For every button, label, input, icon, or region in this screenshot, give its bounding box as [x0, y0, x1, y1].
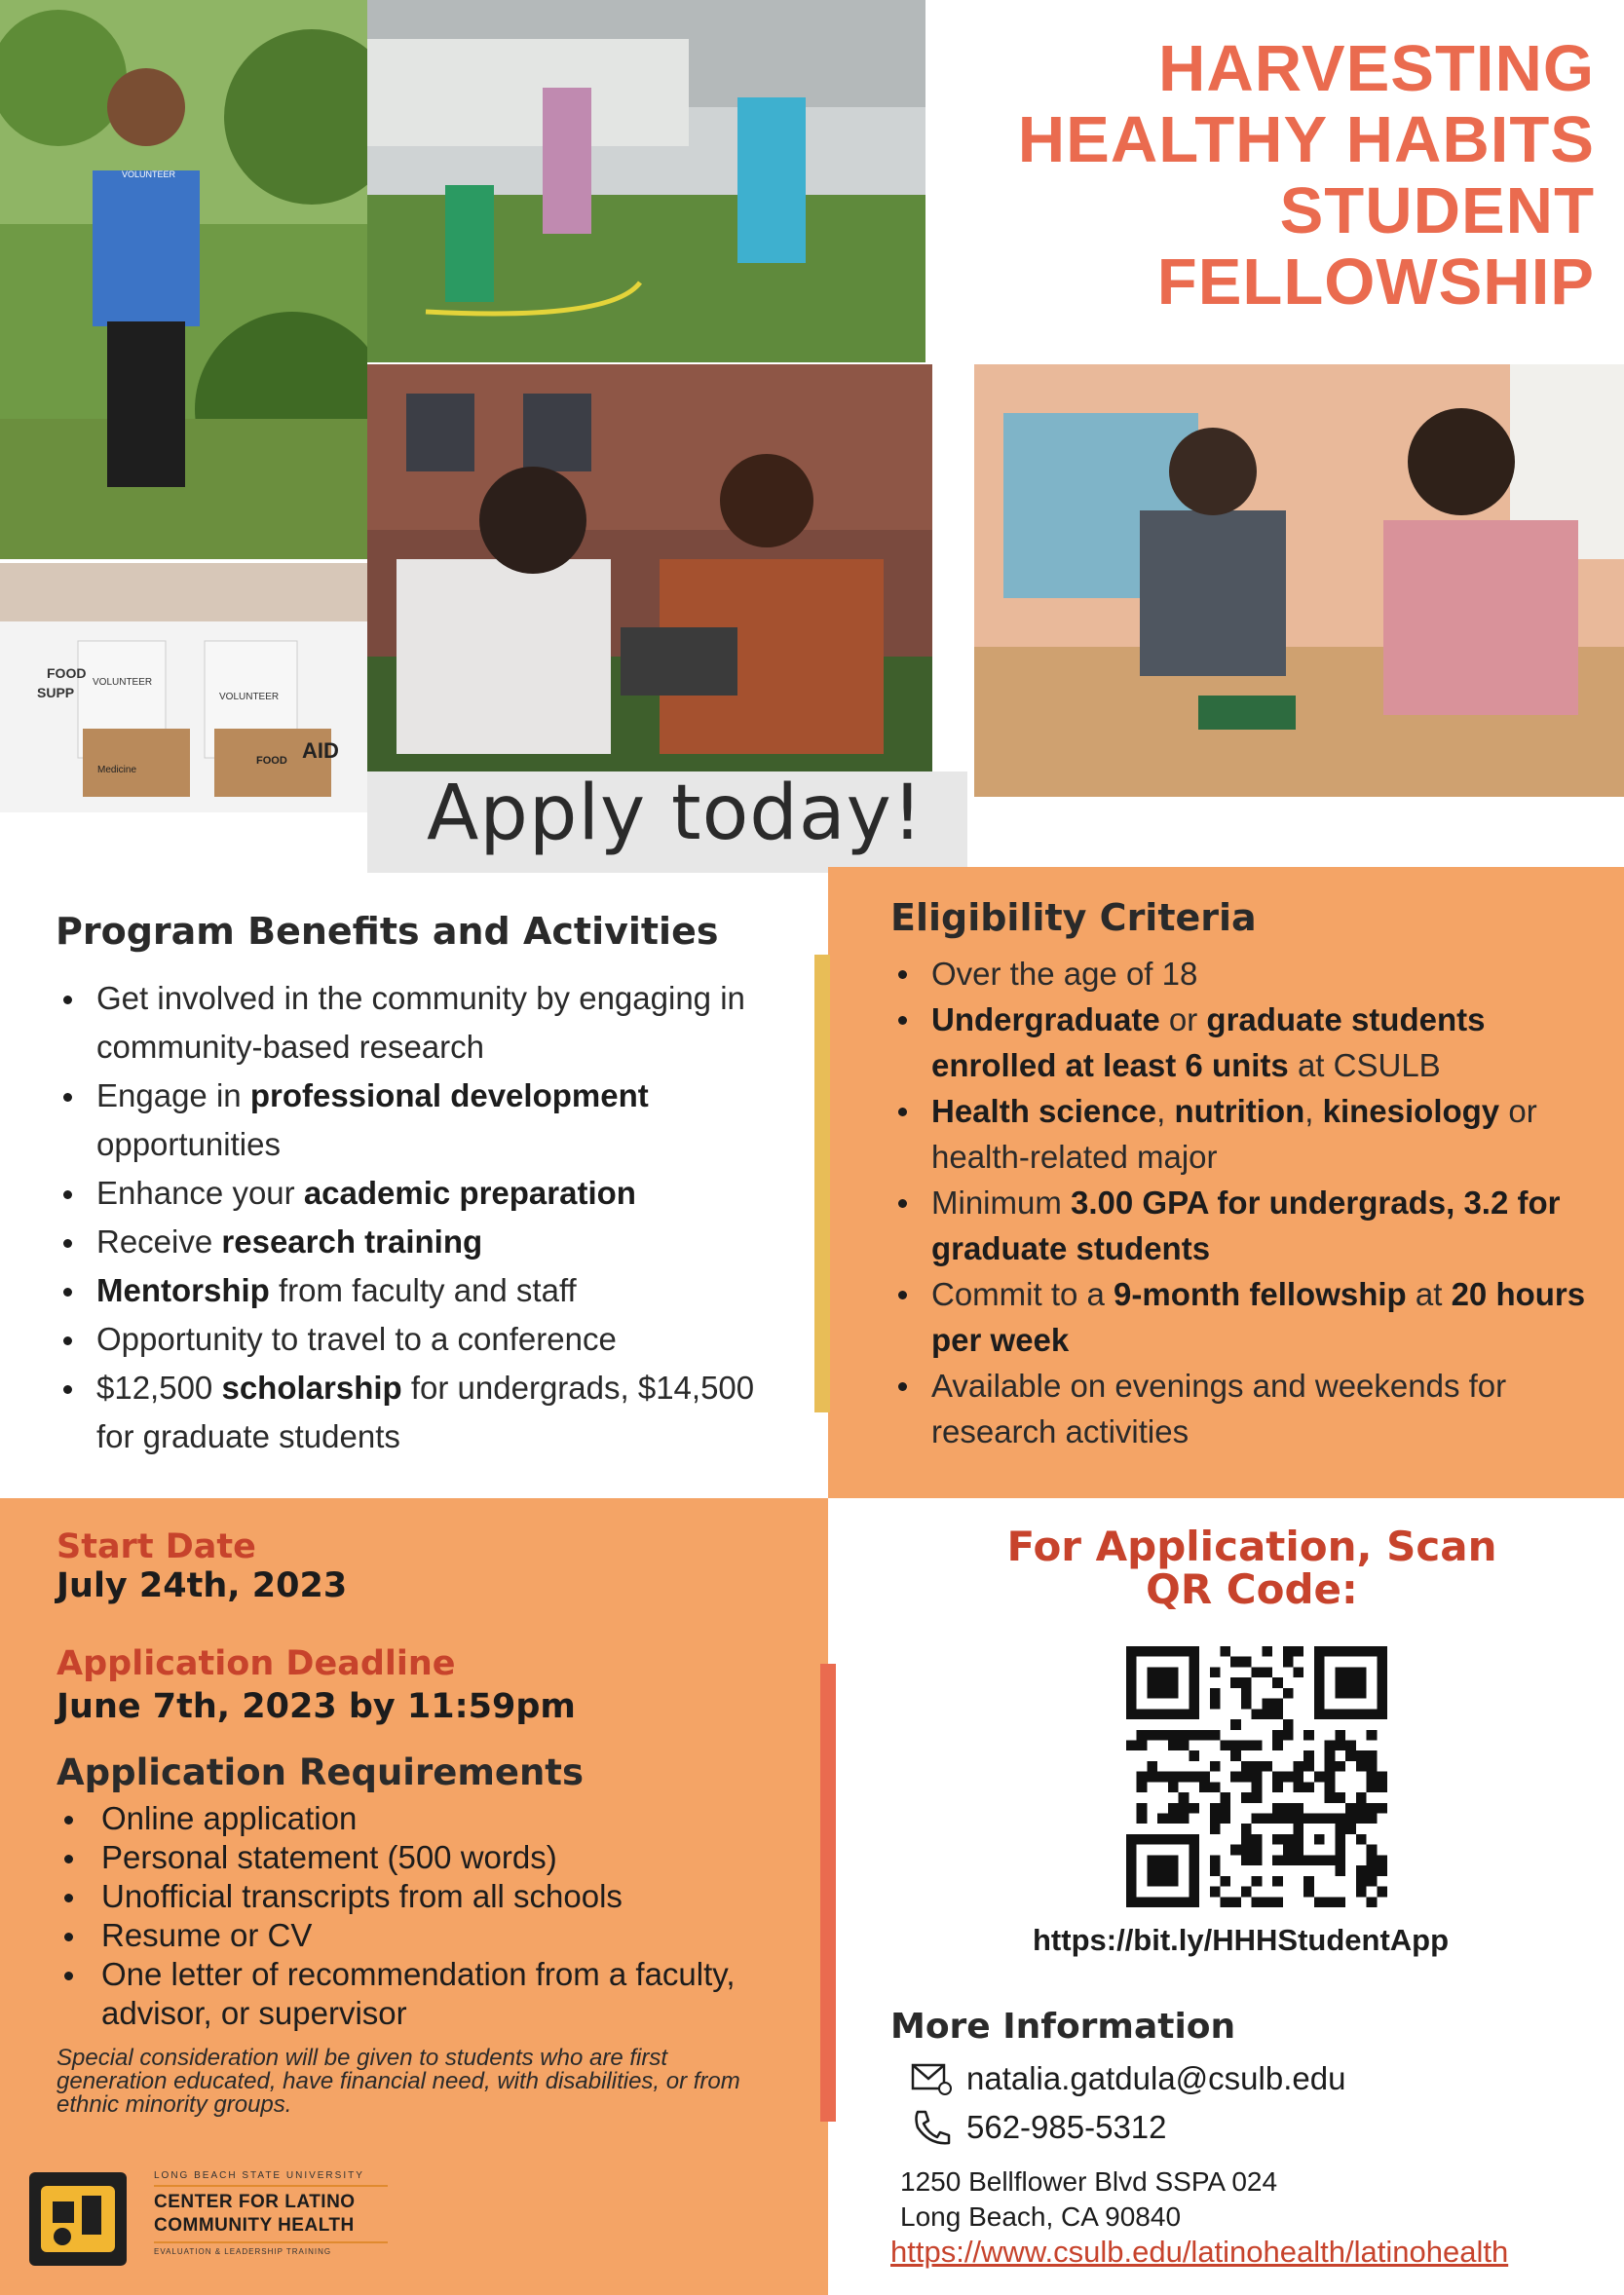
page-title	[913, 33, 1595, 318]
email-contact[interactable]	[910, 2059, 1345, 2098]
phone-text[interactable]: 562-985-5312	[966, 2109, 1167, 2145]
more-info-heading: More Information	[890, 2007, 1236, 2047]
eligibility-section	[890, 896, 1592, 1454]
center-logo-text	[154, 2170, 388, 2256]
photo-van-text-1: FOOD	[47, 665, 87, 681]
photo-students-studying	[367, 364, 932, 771]
phone-contact[interactable]	[910, 2108, 1167, 2147]
benefits-heading: Program Benefits and Activities	[56, 910, 719, 953]
list-item: Online application	[57, 1799, 797, 1838]
benefits-section	[56, 910, 796, 1461]
requirements-section	[57, 1751, 797, 2117]
list-item: Undergraduate or graduate students enrolled at least 6 units at CSULB	[890, 997, 1592, 1088]
title-line-2: HEALTHY HABITS	[1017, 103, 1595, 176]
title-line-4: FELLOWSHIP	[1156, 245, 1595, 319]
start-date-label: Start Date	[57, 1527, 256, 1566]
application-link[interactable]: https://bit.ly/HHHStudentApp	[1033, 1923, 1450, 1957]
list-item: Receive research training	[56, 1218, 796, 1266]
requirements-list	[57, 1799, 797, 2033]
list-item: Get involved in the community by engaging in community-based research	[56, 974, 796, 1072]
list-item: Available on evenings and weekends for research activities	[890, 1363, 1592, 1454]
photo-classroom-discussion	[974, 364, 1624, 797]
photo-shirt-text: VOLUNTEER	[122, 169, 176, 179]
photo-shirt-text-2: VOLUNTEER	[219, 692, 280, 702]
eligibility-heading: Eligibility Criteria	[890, 896, 1257, 939]
title-line-3: STUDENT	[1279, 174, 1595, 247]
logo-divider	[154, 2185, 388, 2187]
list-item: Mentorship from faculty and staff	[56, 1266, 796, 1315]
list-item: Opportunity to travel to a conference	[56, 1315, 796, 1364]
address-line-1: 1250 Bellflower Blvd SSPA 024	[900, 2166, 1278, 2197]
eligibility-accent-strip	[814, 955, 830, 1412]
address-block	[900, 2164, 1277, 2235]
logo-line-2: COMMUNITY HEALTH	[154, 2215, 355, 2236]
logo-tagline: EVALUATION & LEADERSHIP TRAINING	[154, 2247, 332, 2256]
list-item: $12,500 scholarship for undergrads, $14,500 for graduate students	[56, 1364, 796, 1461]
benefits-list	[56, 974, 796, 1461]
photo-kids-jumprope	[367, 0, 925, 362]
deadline-value: June 7th, 2023 by 11:59pm	[57, 1687, 576, 1726]
logo-divider	[154, 2241, 388, 2243]
photo-box-text-medicine: Medicine	[97, 765, 137, 775]
list-item: Personal statement (500 words)	[57, 1838, 797, 1877]
email-text[interactable]: natalia.gatdula@csulb.edu	[966, 2060, 1346, 2096]
photo-shirt-text-1: VOLUNTEER	[93, 677, 153, 688]
list-item: Minimum 3.00 GPA for undergrads, 3.2 for graduate students	[890, 1180, 1592, 1271]
website-link[interactable]: https://www.csulb.edu/latinohealth/latinohealth	[890, 2235, 1509, 2269]
start-date-value: July 24th, 2023	[57, 1566, 348, 1605]
photo-box-text-food: FOOD	[256, 755, 287, 767]
title-line-1: HARVESTING	[1157, 32, 1595, 105]
list-item: Resume or CV	[57, 1916, 797, 1955]
phone-icon	[910, 2108, 953, 2147]
photo-volunteers-food-aid	[0, 563, 367, 812]
list-item: Engage in professional development opportunities	[56, 1072, 796, 1169]
list-item: One letter of recommendation from a faculty, advisor, or supervisor	[57, 1955, 797, 2033]
list-item: Unofficial transcripts from all schools	[57, 1877, 797, 1916]
logo-line-1: CENTER FOR LATINO	[154, 2192, 356, 2212]
qr-code[interactable]	[1126, 1646, 1387, 1907]
requirements-heading: Application Requirements	[57, 1751, 585, 1793]
application-heading: For Application, Scan QR Code:	[1006, 1523, 1497, 1613]
list-item: Commit to a 9-month fellowship at 20 hours per week	[890, 1271, 1592, 1363]
deadline-label: Application Deadline	[57, 1644, 456, 1683]
list-item: Enhance your academic preparation	[56, 1169, 796, 1218]
photo-volunteer-garden	[0, 0, 367, 559]
photo-van-text-2: SUPP	[37, 685, 75, 700]
logo-university: LONG BEACH STATE UNIVERSITY	[154, 2170, 364, 2181]
list-item: Over the age of 18	[890, 951, 1592, 997]
requirements-accent-strip	[820, 1664, 836, 2122]
eligibility-list	[890, 951, 1592, 1454]
apply-today-text: Apply today!	[427, 770, 925, 857]
photo-box-text-aid: AID	[302, 738, 339, 763]
email-icon	[910, 2059, 953, 2098]
list-item: Health science, nutrition, kinesiology or health-related major	[890, 1088, 1592, 1180]
special-consideration-note: Special consideration will be given to students who are first generation educated, have financial need, with disabilities, or from ethnic minority groups.	[57, 2045, 740, 2118]
center-logo-icon	[29, 2172, 127, 2266]
address-line-2: Long Beach, CA 90840	[900, 2201, 1182, 2232]
